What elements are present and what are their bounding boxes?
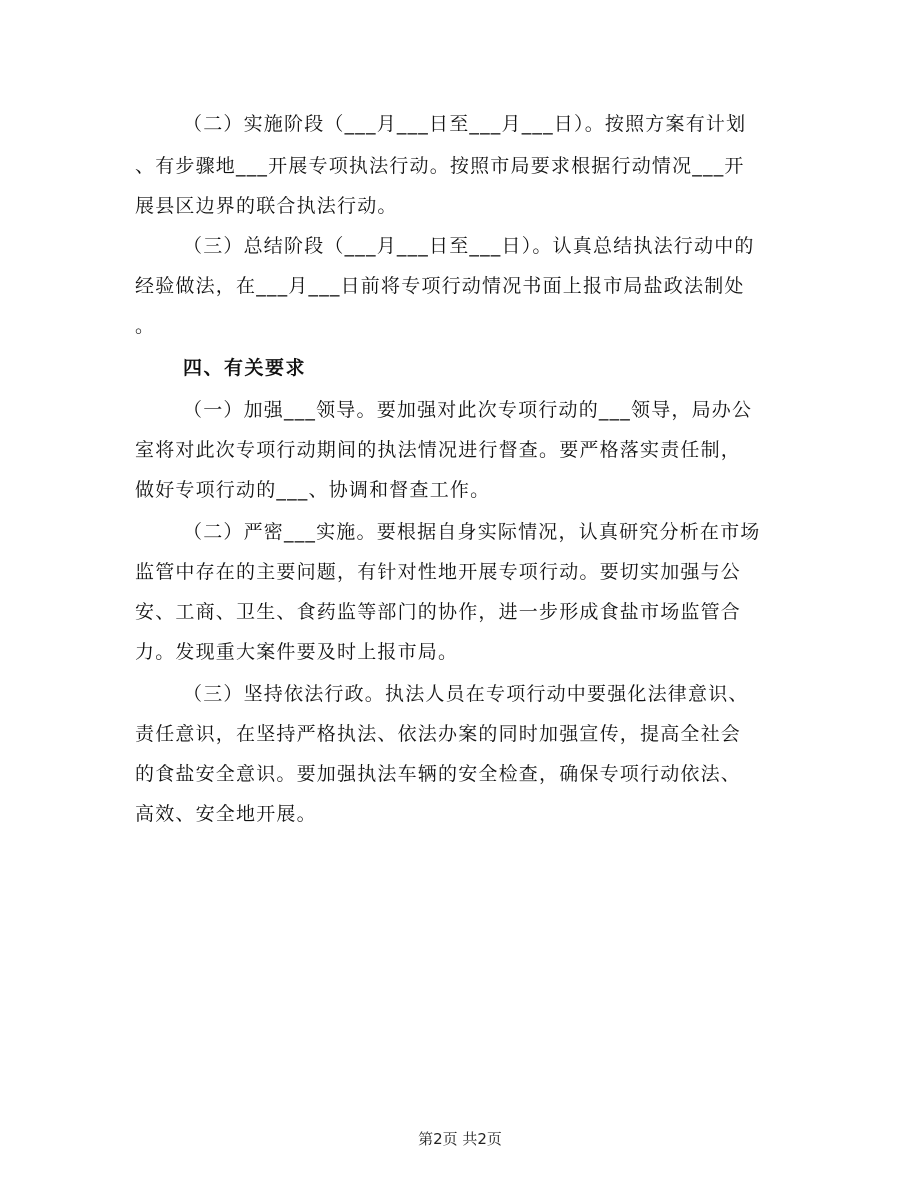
paragraph-line: （三）总结阶段（___月___日至___日）。认真总结执法行动中的 bbox=[183, 235, 755, 257]
paragraph-line: （三）坚持依法行政。执法人员在专项行动中要强化法律意识、 bbox=[183, 683, 749, 705]
paragraph-line: 、有步骤地___开展专项执法行动。按照市局要求根据行动情况___开 bbox=[135, 155, 745, 177]
paragraph-line: 经验做法，在___月___日前将专项行动情况书面上报市局盐政法制处 bbox=[135, 275, 745, 297]
paragraph-line: 高效、安全地开展。 bbox=[135, 803, 317, 825]
paragraph-line: （二）严密___实施。要根据自身实际情况，认真研究分析在市场 bbox=[183, 521, 761, 543]
paragraph-line: 安、工商、卫生、食药监等部门的协作，进一步形成食盐市场监管合 bbox=[135, 601, 742, 623]
paragraph-line: 责任意识，在坚持严格执法、依法办案的同时加强宣传，提高全社会 bbox=[135, 723, 742, 745]
paragraph-line: 力。发现重大案件要及时上报市局。 bbox=[135, 641, 459, 663]
paragraph-line: （一）加强___领导。要加强对此次专项行动的___领导，局办公 bbox=[183, 399, 753, 421]
paragraph-line: 做好专项行动的___、协调和督查工作。 bbox=[135, 479, 491, 501]
paragraph-line: （二）实施阶段（___月___日至___月___日）。按照方案有计划 bbox=[183, 113, 747, 135]
paragraph-line: 展县区边界的联合执法行动。 bbox=[135, 195, 398, 217]
paragraph-line: 室将对此次专项行动期间的执法情况进行督查。要严格落实责任制， bbox=[135, 439, 742, 461]
page-number-footer: 第2页 共2页 bbox=[418, 1130, 502, 1148]
paragraph-line: 监管中存在的主要问题，有针对性地开展专项行动。要切实加强与公 bbox=[135, 561, 742, 583]
section-heading: 四、有关要求 bbox=[183, 357, 307, 379]
paragraph-line: 。 bbox=[135, 315, 156, 337]
paragraph-line: 的食盐安全意识。要加强执法车辆的安全检查，确保专项行动依法、 bbox=[135, 763, 742, 785]
